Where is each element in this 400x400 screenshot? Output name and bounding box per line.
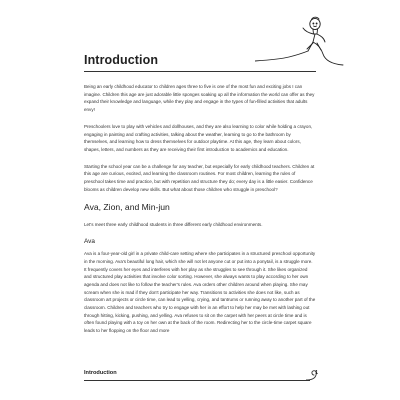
intro-paragraph-2: Preschoolers love to play with vehicles and dollhouses, and they are also learning to color while holding a crayon, engaging in painting and crafting activities, talking about the weather, learning to go to the bathroom by themselves, and learning how to dress themselves for outdoor playtime. At this age, they learn about colors, shapes, letters, and numbers as they are receiving their first introduction to academics and education. xyxy=(84,123,313,152)
intro-paragraph-1: Being an early childhood educator to children ages three to five is one of the most fun and exciting jobs I can imagine. Children this age are just adorable little sponges soaking up all the information the world can offer as they expand their knowledge and language, while they play and engage in the types of fun-filled activities that adults envy! xyxy=(84,84,315,113)
section-intro-paragraph: Let's meet three early childhood students in three different early childhood environments. xyxy=(84,222,263,228)
intro-paragraph-3: Starting the school year can be a challenge for any teacher, but especially for early childhood teachers. Children at this age are curious, excited, and learning the classroom routines. For most children, learning the rules of preschool takes time and practice, but with repetition and structure they do; every day is a little easier. Confidence blooms as children develop new skills. But what about those children who struggle in preschool? xyxy=(84,163,315,192)
page-title: Introduction xyxy=(84,53,159,67)
child-climbing-illustration xyxy=(255,12,345,67)
page-number: 1 xyxy=(315,370,318,376)
title-divider xyxy=(84,71,316,72)
page-footer xyxy=(84,370,316,384)
section-heading: Ava, Zion, and Min-jun xyxy=(84,202,170,213)
footer-divider xyxy=(84,380,310,381)
subsection-heading: Ava xyxy=(84,238,95,246)
body-column xyxy=(84,83,316,344)
subsection-paragraph: Ava is a four-year-old girl in a private child-care setting where she participates in a structured preschool opportunity in the morning. Ava's beautiful long hair, which she will not let anyone cut or put into a ponytail, is a struggle more. It frequently covers her eyes and interferes with her play as she struggles to see through it. She likes organized and structured play activities that involve color sorting. However, she always wants to play according to her own agenda and does not like to follow the teacher's rules. Ava orders other children around when playing. She may scream when she is mad if they don't participate her way. Transitions to activities she does not like, such as classroom art projects or circle time, can lead to yelling, crying, and tantrums or running away to another part of the classroom. Children and teachers who try to engage with her in an effort to help her may be met with lashing out through hitting, kicking, pushing, and yelling. Ava refuses to sit on the carpet with her peers at circle time and is often found playing with a toy on her own at the back of the room. Redirecting her to the circle-time carpet square leads to her flopping on the floor and more xyxy=(84,251,316,334)
footer-section-label: Introduction xyxy=(84,370,117,376)
